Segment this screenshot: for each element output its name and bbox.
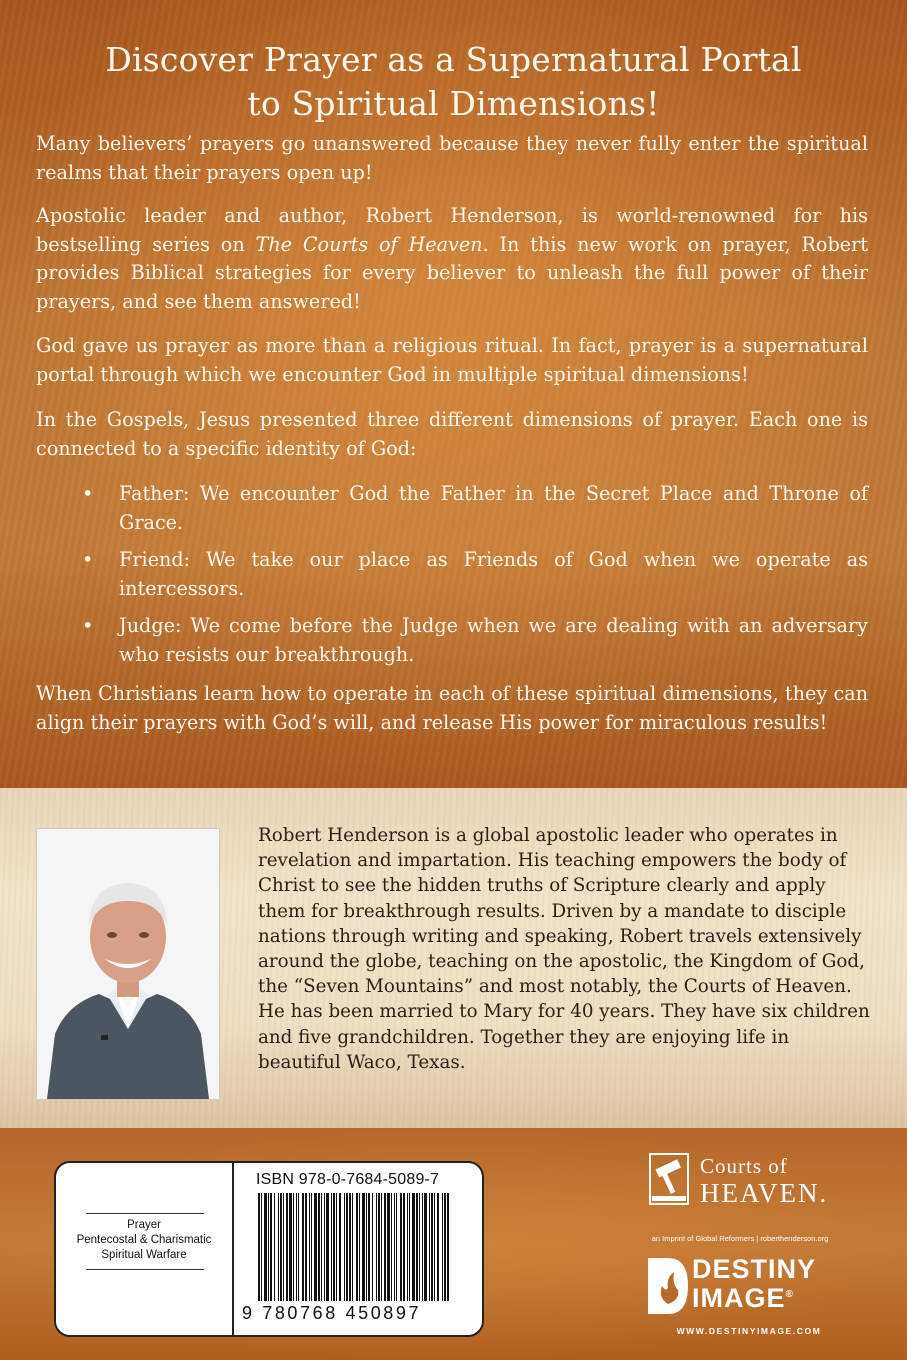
barcode-bar [403,1193,405,1301]
barcode-bar [321,1193,322,1301]
barcode-bar [296,1193,297,1301]
prayer-dimensions-list [82,480,868,678]
barcode-bar [424,1193,427,1301]
registered-mark: ® [785,1289,794,1300]
barcode-bar [289,1193,292,1301]
barcode-bar [444,1193,446,1301]
bullet-icon: • [82,614,94,637]
barcode-bar [422,1193,423,1301]
barcode-bar [268,1193,269,1301]
list-item-text: Father: We encounter God the Father in the Secret Place and Throne of Grace. [119,482,868,534]
barcode-bar [314,1193,317,1301]
destiny-line-2: IMAGE® [692,1283,794,1313]
author-bio-panel [0,788,907,1128]
barcode-bar [394,1193,395,1301]
author-photo [36,828,220,1100]
barcode-bar [298,1193,299,1301]
paragraph-4: In the Gospels, Jesus presented three different dimensions of prayer. Each one is connected to a specific identity of God: [36,408,868,460]
imprint-line: an Imprint of Global Reformers | roberthenderson.org [651,1234,829,1243]
barcode-bar [419,1193,420,1301]
courts-of-heaven-logo [638,1146,868,1236]
barcode-bar [352,1193,353,1301]
barcode-bar [431,1193,433,1301]
barcode-bar [412,1193,415,1301]
barcode-bar [400,1193,402,1301]
isbn-label: ISBN 978-0-7684-5089-7 [256,1171,440,1188]
barcode-bar [349,1193,351,1301]
barcode-bar [283,1193,284,1301]
paragraph-2-tail: . In this new work on prayer, Robert provides Biblical strategies for every believer to unleash the full power of their prayers, and see them answered! [36,232,868,313]
category-list [56,1218,232,1263]
destiny-url: WWW.DESTINYIMAGE.COM [676,1326,822,1336]
bullet-icon: • [82,482,94,505]
barcode-bar [396,1193,397,1301]
barcode-bar [305,1193,307,1301]
category-item: Pentecostal & Charismatic [76,1234,212,1246]
author-portrait-image [37,829,219,1099]
barcode-bar [356,1193,358,1301]
barcode-image [256,1193,452,1301]
barcode-bar [434,1193,435,1301]
barcode-bar [407,1193,408,1301]
barcode-bar [326,1193,329,1301]
barcode-bar [270,1193,272,1301]
barcode-bar [318,1193,320,1301]
barcode-bar [368,1193,370,1301]
barcode-bar [376,1193,377,1301]
barcode-bar [333,1193,335,1301]
barcode-bar [366,1193,367,1301]
list-item [82,480,868,537]
barcode-digits: 9 780768 450897 [242,1303,422,1323]
barcode-bar [378,1193,380,1301]
flame-icon [644,1254,690,1318]
headline-line-1: Discover Prayer as a Supernatural Portal [105,40,802,79]
barcode-bar [302,1193,304,1301]
list-item [82,546,868,603]
barcode-bar [416,1193,418,1301]
barcode-box [54,1161,484,1337]
headline-line-2: to Spiritual Dimensions! [247,84,660,123]
barcode-bar [346,1193,348,1301]
paragraph-2 [36,202,868,316]
paragraph-2-lead: Apostolic leader and author, Robert Henderson, is world-renowned for his bestselling series on [36,204,868,256]
courts-title-line-2: HEAVEN. [700,1178,829,1208]
barcode-bar [280,1193,282,1301]
barcode-bar [311,1193,312,1301]
series-title: The Courts of Heaven [255,232,483,256]
barcode-bar [387,1193,390,1301]
barcode-bar [381,1193,382,1301]
barcode-bar [336,1193,337,1301]
barcode-bar [447,1193,449,1301]
destiny-line-1: DESTINY [692,1254,817,1284]
barcode-bar [278,1193,279,1301]
barcode-bar [264,1193,267,1301]
category-rule-bottom [86,1269,204,1270]
author-bio-text: Robert Henderson is a global apostolic leader who operates in revelation and impartation. His teaching empowers the body of Christ to see the hidden truths of Scripture clearly and apply them for breakthrough results. Driven by a mandate to disciple nations through writing and speaking, Robert travels extensively around the globe, teaching on the apostolic, the Kingdom of God, the “Seven Mountains” and most notably, the Courts of Heaven. He has been married to Mary for 40 years. They have six children and five grandchildren. Together they are enjoying life in beautiful Waco, Texas. [258,825,870,1073]
destiny-wordmark [692,1256,816,1311]
list-item [82,612,868,669]
barcode-bar [258,1193,260,1301]
bullet-icon: • [82,548,94,571]
barcode-bar [372,1193,373,1301]
paragraph-3: God gave us prayer as more than a religious ritual. In fact, prayer is a supernatural portal through which we encounter God in multiple spiritual dimensions! [36,334,868,386]
category-item: Spiritual Warfare [101,1249,187,1261]
barcode-bar [362,1193,365,1301]
barcode-bar [324,1193,325,1301]
publisher-logos [610,1146,870,1356]
barcode-bar [442,1193,443,1301]
barcode-bar [384,1193,386,1301]
courts-title-line-1: Courts of [700,1154,788,1178]
barcode-bar [331,1193,332,1301]
gavel-icon [644,1150,694,1212]
headline [40,38,867,126]
barcode-bar [261,1193,262,1301]
barcode-bar [339,1193,341,1301]
list-item-text: Judge: We come before the Judge when we are dealing with an adversary who resists our breakthrough. [119,614,868,666]
back-cover-footer [0,1128,907,1360]
barcode-bar [429,1193,430,1301]
barcode-bar [286,1193,288,1301]
paragraph-1: Many believers’ prayers go unanswered because they never fully enter the spiritual realms that their prayers open up! [36,132,868,184]
barcode-bar [409,1193,410,1301]
barcode-bar [344,1193,345,1301]
category-panel [56,1163,234,1335]
barcode-bar [391,1193,392,1301]
category-rule-top [86,1213,204,1214]
barcode-bar [293,1193,294,1301]
barcode-bar [274,1193,275,1301]
barcode-bar [309,1193,310,1301]
paragraph-5: When Christians learn how to operate in each of these spiritual dimensions, they can align their prayers with God’s will, and release His power for miraculous results! [36,682,868,734]
barcode-bar [437,1193,439,1301]
barcode-bar [359,1193,360,1301]
category-item: Prayer [127,1219,161,1231]
list-item-text: Friend: We take our place as Friends of God when we operate as intercessors. [119,548,868,600]
